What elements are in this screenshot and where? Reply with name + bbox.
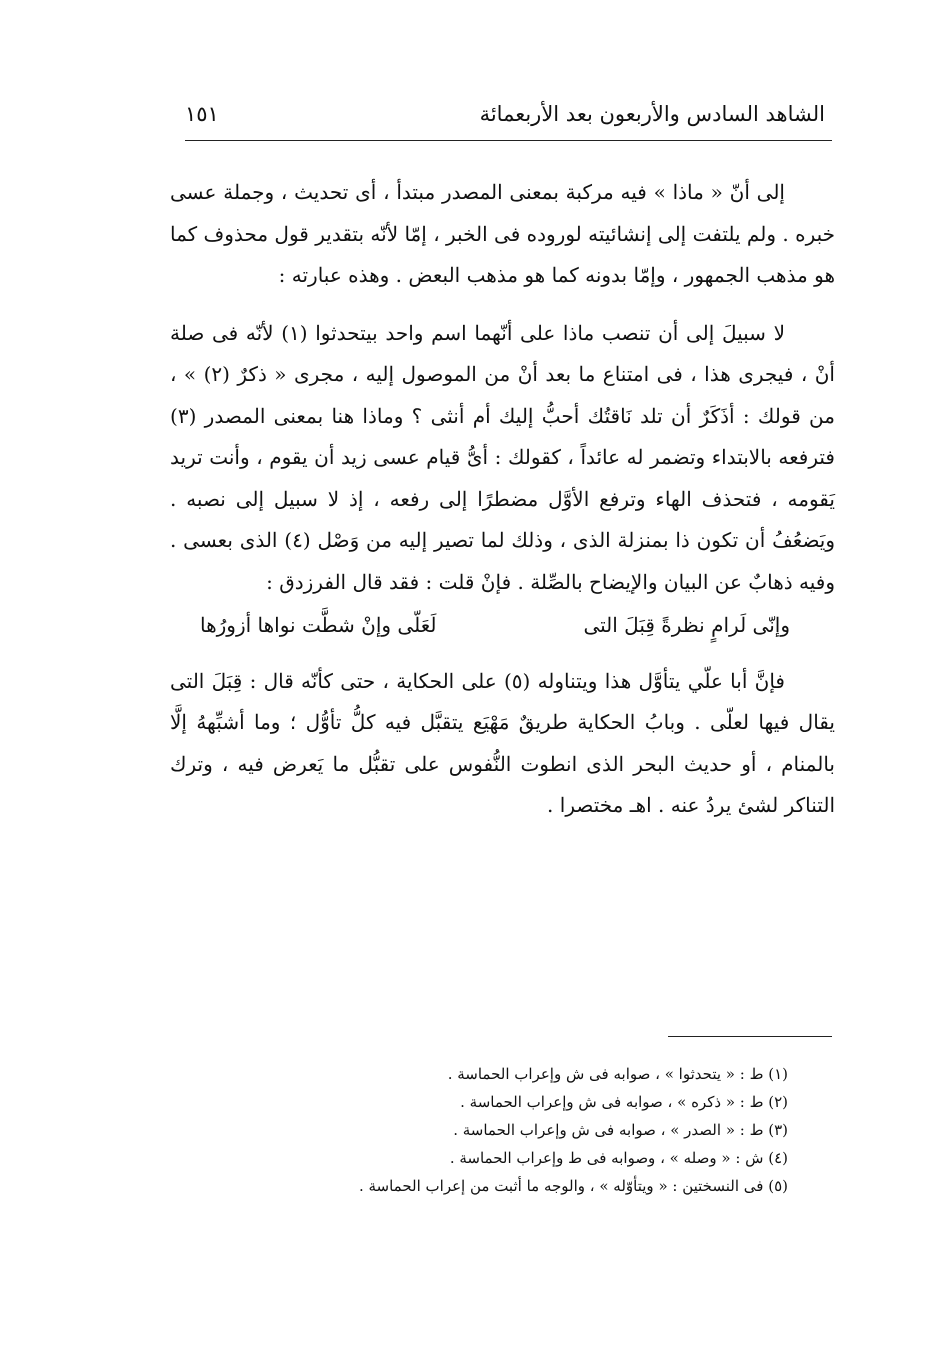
- paragraph-2-quote: لا سبيلَ إلى أن تنصب ماذا على أنّهما اسم واحد بيتحدثوا (١) لأنّه فى صلة أنْ ، فيجرى هذا ، فى امتناع ما بعد أنْ من الموصول إليه ، مجرى « ذكرٌ (٢) » ، من قولك : أذَكَرٌ أن تلد نَاقتُك أحبُّ إليك أم أنثى ؟ وماذا هنا بمعنى المصدر (٣) فترفعه بالابتداء وتضمر له عائداً ، كقولك : أىُّ قيام عسى زيد أن يقوم ، وأنت تريد يَقومه ، فتحذف الهاء وترفع الأوَّل مضطرًا إلى رفعه ، إذ لا سبيل إلى نصبه . ويَضعُفُ أن تكون ذا بمنزلة الذى ، وذلك لما تصير إليه من وَصْل (٤) الذى بعسى . وفيه ذهابٌ عن البيان والإيضاح بالصِّلة . فإنْ قلت : فقد قال الفرزدق :: [170, 320, 836, 594]
- verse-second-hemistich: لَعَلّى وإنْ شطَّت نواها أزورُها: [200, 613, 437, 637]
- footnote-5: (٥) فى النسختين : « ويتأوّله » ، والوجه ما أثبت من إعراب الحماسة .: [358, 1177, 788, 1195]
- footnotes: [200, 1062, 820, 1202]
- paragraph-1: إلى أنّ « ماذا » فيه مركبة بمعنى المصدر مبتدأ ، أى تحديث ، وجملة عسى خبره . ولم يلتفت إلى إنشائيته لوروده فى الخبر ، إمّا لأنّه بتقدير قول محذوف كما هو مذهب الجمهور ، وإمّا بدونه كما هو مذهب البعض . وهذه عبارته :: [170, 180, 835, 287]
- footnote-4: (٤) ش : « وصله » ، وصوابه فى ط وإعراب الحماسة .: [449, 1149, 788, 1167]
- verse-first-hemistich: وإنّى لَرامٍ نظرةً قِبَلَ التى: [583, 613, 790, 637]
- running-title: الشاهد السادس والأربعون بعد الأربعمائة: [479, 102, 825, 126]
- main-text: [170, 172, 835, 827]
- footnote-separator: [668, 1036, 832, 1037]
- page-number: ١٥١: [185, 102, 219, 126]
- poetry-verse: [170, 605, 835, 647]
- footnote-2: (٢) ط : « ذكره » ، صوابه فى ش وإعراب الحماسة .: [460, 1093, 788, 1111]
- footnote-1: (١) ط : « يتحدثوا » ، صوابه فى ش وإعراب الحماسة .: [447, 1065, 788, 1083]
- paragraph-3: فإنَّ أبا علّي يتأوَّل هذا ويتناوله (٥) على الحكاية ، حتى كأنّه قال : قِبَلَ التى يقال فيها لعلّى . وبابُ الحكاية طريقٌ مَهْيَع يتقبَّل فيه كلُّ تأوُّل ؛ وما أشبِّههُ إلَّا بالمنام ، أو حديث البحر الذى انطوت النُّفوس على تقبُّل ما يَعرض فيه ، وترك التناكر لشئ يردُ عنه . اهـ مختصرا .: [170, 668, 835, 817]
- header-rule: [185, 140, 832, 141]
- footnote-3: (٣) ط : « الصدر » ، صوابه فى ش وإعراب الحماسة .: [453, 1121, 788, 1139]
- page-header: [185, 82, 825, 126]
